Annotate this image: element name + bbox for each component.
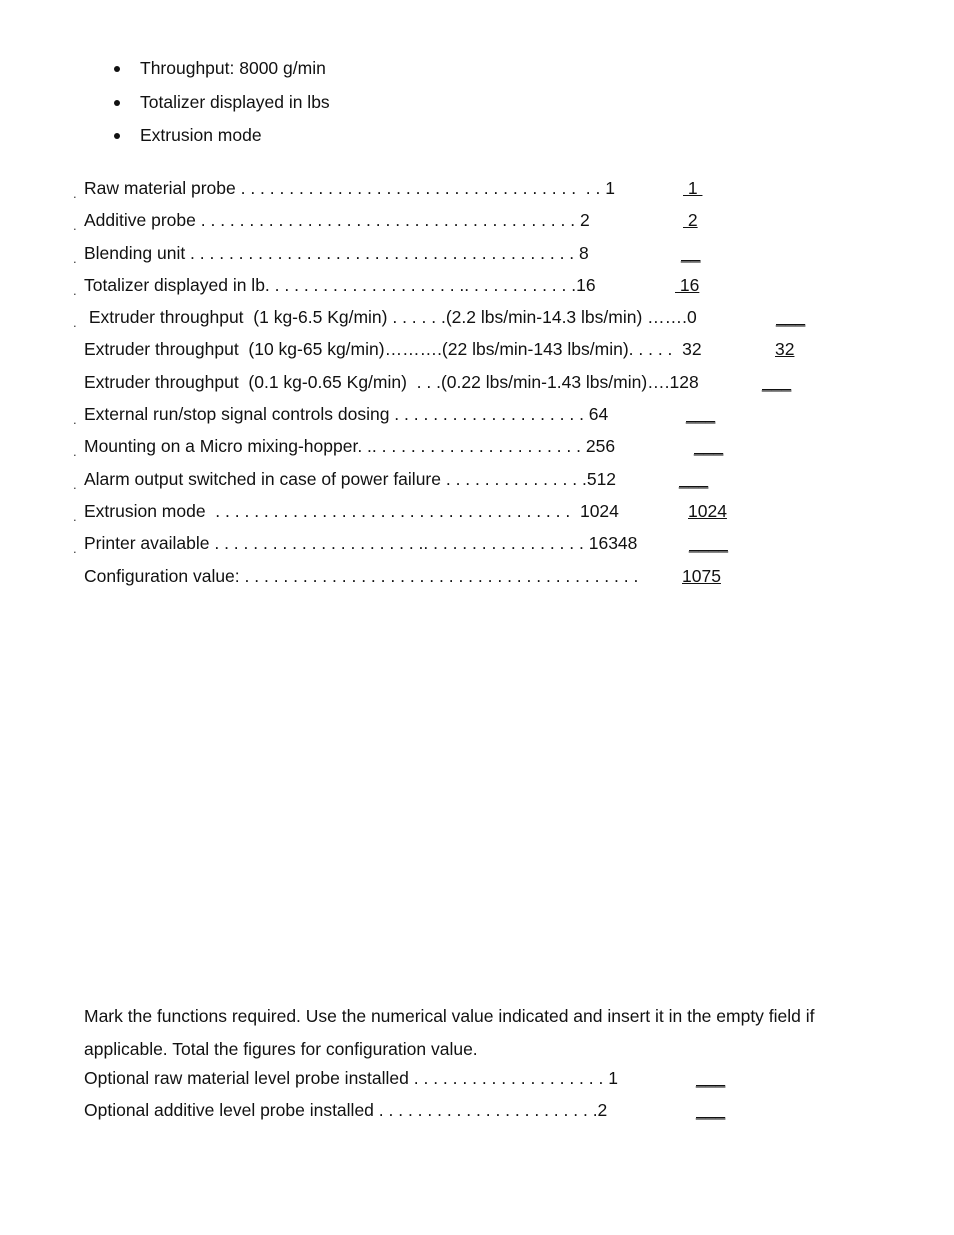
configuration-table	[0, 176, 954, 596]
row-label: Alarm output switched in case of power failure . . . . . . . . . . . . . . .512	[84, 468, 617, 489]
optional-row-raw-material-level-probe	[0, 1066, 954, 1098]
row-marker: .	[73, 476, 77, 492]
row-answer: 32	[775, 339, 795, 360]
row-answer: ___	[696, 1100, 726, 1121]
optional-functions-table	[0, 1066, 954, 1131]
row-answer: ____	[689, 533, 728, 554]
row-answer: ___	[679, 468, 709, 489]
config-row-extrusion-mode	[0, 499, 954, 531]
configuration-value-total: 1075	[682, 565, 721, 586]
row-label: External run/stop signal controls dosing . . . . . . . . . . . . . . . . . . . . 64	[84, 404, 609, 425]
row-marker: .	[73, 282, 77, 298]
row-marker: .	[73, 508, 77, 524]
row-answer: ___	[696, 1068, 726, 1088]
config-row-micro-mixing-hopper	[0, 434, 954, 466]
row-marker: .	[73, 541, 77, 557]
row-answer: 2	[683, 210, 698, 231]
config-row-additive-probe	[0, 208, 954, 240]
config-row-configuration-value	[0, 564, 954, 596]
config-row-blending-unit	[0, 241, 954, 273]
optional-row-additive-level-probe	[0, 1098, 954, 1130]
row-marker: .	[73, 218, 77, 234]
row-answer: 1024	[688, 500, 727, 521]
config-row-printer-available	[0, 531, 954, 563]
config-row-alarm-output	[0, 467, 954, 499]
config-row-extruder-throughput-10kg	[0, 337, 954, 369]
row-marker: .	[73, 250, 77, 266]
config-row-totalizer-lb	[0, 273, 954, 305]
instructions-paragraph: Mark the functions required. Use the numerical value indicated and insert it in the empty field if applicable. Total the figures for configuration value.	[84, 1006, 815, 1059]
row-label: Configuration value: . . . . . . . . . . . . . . . . . . . . . . . . . . . . . . . . . . . . . . . . .	[84, 565, 639, 586]
row-answer: 1	[683, 178, 703, 198]
row-answer: ___	[686, 404, 716, 425]
row-label: Optional additive level probe installed . . . . . . . . . . . . . . . . . . . . . . .2	[84, 1100, 608, 1121]
row-marker: .	[73, 315, 77, 331]
list-item: Extrusion mode	[112, 123, 330, 157]
row-label: Raw material probe . . . . . . . . . . . . . . . . . . . . . . . . . . . . . . . . . . . . . 1	[84, 178, 615, 198]
row-answer: 16	[675, 274, 700, 295]
requirements-list	[112, 56, 330, 157]
config-row-extruder-throughput-0-1kg	[0, 370, 954, 402]
row-label: Additive probe . . . . . . . . . . . . . . . . . . . . . . . . . . . . . . . . . . . . . . . 2	[84, 210, 590, 231]
row-answer: ___	[762, 371, 792, 392]
row-answer: ___	[776, 307, 806, 328]
row-marker: .	[73, 444, 77, 460]
row-answer: ___	[694, 436, 724, 457]
row-answer: __	[681, 242, 701, 263]
config-row-extruder-throughput-1kg	[0, 305, 954, 337]
list-item: Totalizer displayed in lbs	[112, 90, 330, 124]
row-label: Extruder throughput (1 kg-6.5 Kg/min) . . . . . .(2.2 lbs/min-14.3 lbs/min) …….0	[84, 307, 697, 328]
row-label: Extruder throughput (10 kg-65 kg/min)……….(22 lbs/min-143 lbs/min). . . . . 32	[84, 339, 702, 360]
row-label: Mounting on a Micro mixing-hopper. .. . . . . . . . . . . . . . . . . . . . . . 256	[84, 436, 616, 457]
row-label: Extruder throughput (0.1 kg-0.65 Kg/min) . . .(0.22 lbs/min-1.43 lbs/min)….128	[84, 371, 699, 392]
config-row-external-run-stop	[0, 402, 954, 434]
row-label: Extrusion mode . . . . . . . . . . . . . . . . . . . . . . . . . . . . . . . . . . . . . 1024	[84, 500, 619, 521]
row-label: Printer available . . . . . . . . . . . . . . . . . . . . . .. . . . . . . . . . . . . . . . . 16348	[84, 533, 638, 554]
row-label: Totalizer displayed in lb. . . . . . . . . . . . . . . . . . . . .. . . . . . . . . . . .16	[84, 274, 596, 295]
row-marker: .	[73, 186, 77, 201]
row-marker: .	[73, 412, 77, 428]
config-row-raw-material-probe	[0, 176, 954, 208]
row-label: Optional raw material level probe installed . . . . . . . . . . . . . . . . . . . . 1	[84, 1068, 618, 1088]
list-item: Throughput: 8000 g/min	[112, 56, 330, 90]
row-label: Blending unit . . . . . . . . . . . . . . . . . . . . . . . . . . . . . . . . . . . . . . . . 8	[84, 242, 589, 263]
